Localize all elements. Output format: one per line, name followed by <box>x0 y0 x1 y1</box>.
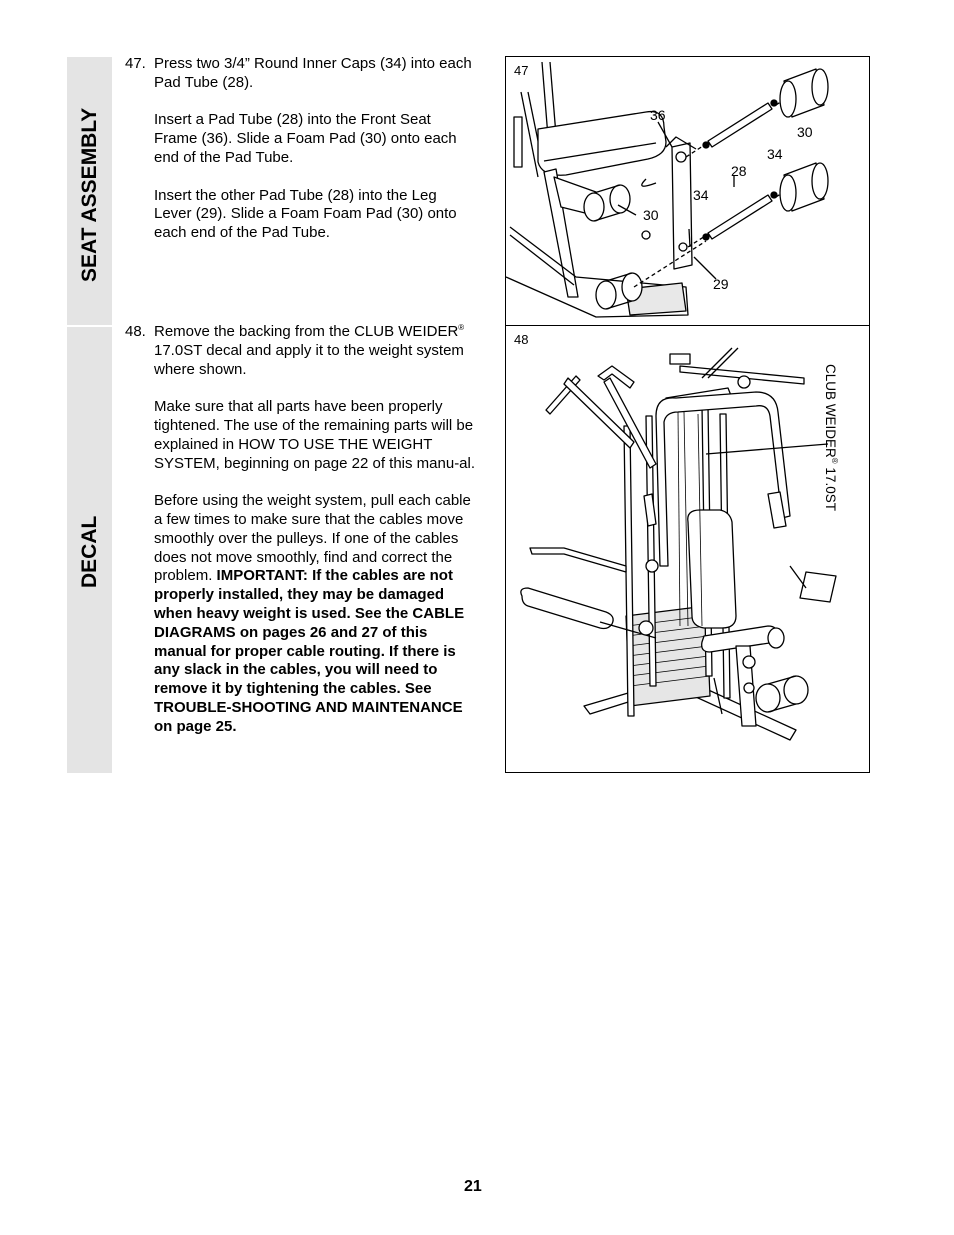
step-text: 17.0ST decal and apply it to the weight system where shown. <box>154 341 464 378</box>
callout-34-left: 34 <box>693 187 709 203</box>
callout-34-right: 34 <box>767 146 783 162</box>
step-48 <box>125 323 477 737</box>
decal-text: CLUB WEIDER <box>823 364 838 458</box>
step-paragraph <box>154 492 477 736</box>
figure-number: 47 <box>514 63 529 78</box>
decal-label <box>823 364 838 511</box>
step-number: 48. <box>125 323 146 340</box>
page-number: 21 <box>464 1178 482 1195</box>
callout-30-left: 30 <box>643 207 659 223</box>
figure-47 <box>505 56 870 326</box>
callout-30-right: 30 <box>797 124 813 140</box>
registered-mark: ® <box>830 457 839 464</box>
seat-assembly-illustration <box>506 57 869 325</box>
step-text: Remove the backing from the CLUB WEIDER <box>154 323 459 340</box>
section-title-seat-assembly: SEAT ASSEMBLY <box>78 107 101 282</box>
step-number: 47. <box>125 55 146 72</box>
step-paragraph: Press two 3/4” Round Inner Caps (34) into each Pad Tube (28). <box>154 55 472 91</box>
step-paragraph: Make sure that all parts have been properly tightened. The use of the remaining parts will be explained in HOW TO USE THE WEIGHT SYSTEM, beginning on page 22 of this manu-al. <box>154 398 476 472</box>
registered-mark: ® <box>458 323 465 332</box>
figure-48 <box>505 326 870 773</box>
step-paragraph <box>154 323 477 379</box>
step-text: Before using the weight system, pull each cable a few times to make sure that the cables move smoothly over the pulleys. If one of the cables does not move smoothly, find and correct the problem. <box>154 492 471 585</box>
callout-29: 29 <box>713 276 729 292</box>
callout-28: 28 <box>731 163 747 179</box>
step-47 <box>125 55 477 243</box>
step-paragraph: Insert the other Pad Tube (28) into the Leg Lever (29). Slide a Foam Foam Pad (30) onto each end of the Pad Tube. <box>154 186 457 242</box>
important-warning: IMPORTANT: If the cables are not properly installed, they may be damaged when heavy weight is used. See the CABLE DIAGRAMS on pages 26 and 27 of this manual for proper cable routing. If there is any slack in the cables, you will need to remove it by tightening the cables. See TROUBLE-SHOOTING AND MAINTENANCE on page 25. <box>154 567 465 735</box>
callout-36: 36 <box>650 107 666 123</box>
weight-system-illustration <box>506 326 869 772</box>
decal-text: 17.0ST <box>823 463 838 511</box>
section-title-decal: DECAL <box>78 515 101 588</box>
step-paragraph: Insert a Pad Tube (28) into the Front Seat Frame (36). Slide a Foam Pad (30) onto each end of the Pad Tube. <box>154 111 457 166</box>
sidebar-divider <box>67 325 112 327</box>
figure-number: 48 <box>514 332 529 347</box>
